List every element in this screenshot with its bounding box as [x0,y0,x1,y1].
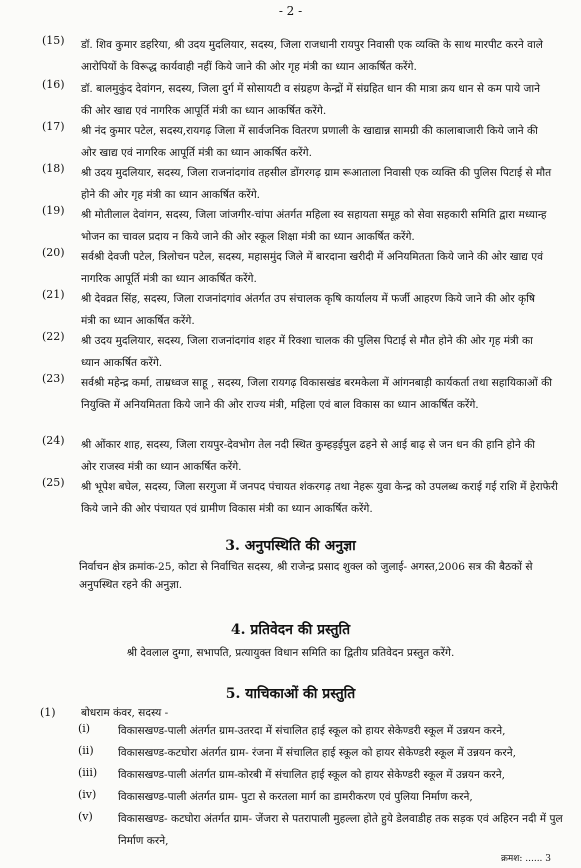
item-text: श्री उदय मुदलियार, सदस्य, जिला राजनांदगांव तहसील डोंगरगढ़ ग्राम रूआताला निवासी एक व्यक्ति की पुलिस पिटाई से मौत होने की ओर गृह मंत्री का ध्यान आकर्षित करेंगे. [81,167,552,201]
item-number: (25) [42,476,65,489]
subitem-number: (iv) [78,788,97,801]
subitem-text: विकासखण्ड-कटघोरा अंतर्गत ग्राम- रंजना में संचालित हाई स्कूल को हायर सेकेण्डरी स्कूल में उन्नयन करने, [118,747,517,759]
item-text: श्री देवव्रत सिंह, सदस्य, जिला राजनांदगांव अंतर्गत उप संचालक कृषि कार्यालय में फर्जी आहरण किये जाने की ओर कृषि मंत्री का ध्यान आकर्षित करेंगे. [81,293,536,327]
item-number: (20) [42,246,65,259]
subitem-text: विकासखण्ड-पाली अंतर्गत ग्राम- पुटा से करतला मार्ग का डामरीकरण एवं पुलिया निर्माण करने, [118,791,473,803]
section-4-heading: 4. प्रतिवेदन की प्रस्तुति [230,622,351,638]
item-number: (15) [42,34,65,47]
petition-number: (1) [40,706,56,719]
item-text: डॉ. शिव कुमार डहरिया, श्री उदय मुदलियार, सदस्य, जिला राजधानी रायपुर निवासी एक व्यक्ति के साथ मारपीट करने वाले आरोपियों के विरूद्ध कार्यवाही नहीं किये जाने की ओर गृह मंत्री का ध्यान आकर्षित करेंगे. [81,39,543,73]
subitem-number: (i) [78,722,91,735]
subitem-number: (iii) [78,766,98,779]
subitem-text: विकासखण्ड-पाली अंतर्गत ग्राम-उतरदा में संचालित हाई स्कूल को हायर सेकेण्डरी स्कूल में उन्नयन करने, [118,725,506,737]
item-text: श्री मोतीलाल देवांगन, सदस्य, जिला जांजगीर-चांपा अंतर्गत महिला स्व सहायता समूह को सेवा सहकारी समिति द्वारा मध्यान्ह भोजन का चावल प्रदाय न किये जाने की ओर स्कूल शिक्षा मंत्री का ध्यान आकर्षित करेंगे. [81,209,547,243]
item-number: (17) [42,120,65,133]
item-number: (24) [42,434,65,447]
section-3-text: निर्वाचन क्षेत्र क्रमांक-25, कोटा से निर्वाचित सदस्य, श्री राजेन्द्र प्रसाद शुक्ल को जुलाई- अगस्त,2006 सत्र की बैठकों से अनुपस्थित रहने की अनुज्ञा. [79,561,533,591]
continued-marker: क्रमश: ...... 3 [500,854,551,864]
section-3-heading: 3. अनुपस्थिति की अनुज्ञा [225,538,356,554]
item-text: सर्वश्री महेन्द्र कर्मा, ताम्रध्वज साहू , सदस्य, जिला रायगढ़ विकासखंड बरमकेला में आंगनबाड़ी कार्यकर्ता तथा सहायिकाओं की नियुक्ति में अनियमितता किये जाने की ओर राज्य मंत्री, महिला एवं बाल विकास का ध्यान आकर्षित करेंगे. [81,377,552,411]
item-text: सर्वश्री देवजी पटेल, त्रिलोचन पटेल, सदस्य, महासमुंद जिले में बारदाना खरीदी में अनियमितता किये जाने की ओर खाद्य एवं नागरिक आपूर्ति मंत्री का ध्यान आकर्षित करेंगे. [81,251,544,285]
item-number: (23) [42,372,65,385]
item-number: (18) [42,162,65,175]
item-text: श्री ओंकार शाह, सदस्य, जिला रायपुर-देवभोग तेल नदी स्थित कुम्हड़ईपुल ढहने से आई बाढ़ से जन धन की हानि होने की ओर राजस्व मंत्री का ध्यान आकर्षित करेंगे. [81,439,536,473]
item-number: (16) [42,78,65,91]
section-5-heading: 5. याचिकाओं की प्रस्तुति [225,686,356,702]
item-text: श्री भूपेश बघेल, सदस्य, जिला सरगुजा में जनपद पंचायत शंकरगढ़ तथा नेहरू युवा केन्द्र को उपलब्ध कराई गई राशि में हेराफेरी किये जाने की ओर पंचायत एवं ग्रामीण विकास मंत्री का ध्यान आकर्षित करेंगे. [81,481,558,515]
page-number: - 2 - [278,4,303,18]
item-number: (19) [42,204,65,217]
item-text: श्री उदय मुदलियार, सदस्य, जिला राजनांदगांव शहर में रिक्शा चालक की पुलिस पिटाई से मौत होने की ओर गृह मंत्री का ध्यान आकर्षित करेंगे. [81,335,533,369]
petitioner-name: बोधराम कंवर, सदस्य - [81,707,169,719]
subitem-text: विकासखण्ड- कटघोरा अंतर्गत ग्राम- जेंजरा से पतरापाली मुहल्ला होते हुये डेलवाडीह तक सड़क एवं अहिरन नदी में पुल निर्माण करने, [118,813,563,847]
item-number: (22) [42,330,65,343]
item-text: डॉ. बालमुकुंद देवांगन, सदस्य, जिला दुर्ग में सोसायटी व संग्रहण केन्द्रों में संग्रहित धान की मात्रा क्रय धान से कम पाये जाने की ओर खाद्य एवं नागरिक आपूर्ति मंत्री का ध्यान आकर्षित करेंगे. [81,83,541,117]
item-text: श्री नंद कुमार पटेल, सदस्य,रायगढ़ जिला में सार्वजनिक वितरण प्रणाली के खाद्यान्न सामग्री की कालाबाजारी किये जाने की ओर खाद्य एवं नागरिक आपूर्ति मंत्री का ध्यान आकर्षित करेंगे. [81,125,538,159]
subitem-number: (ii) [78,744,94,757]
section-4-text: श्री देवलाल दुग्गा, सभापति, प्रत्यायुक्त विधान समिति का द्वितीय प्रतिवेदन प्रस्तुत करेंगे. [126,647,455,659]
item-number: (21) [42,288,65,301]
subitem-text: विकासखण्ड-पाली अंतर्गत ग्राम-कोरबी में संचालित हाई स्कूल को हायर सेकेण्डरी स्कूल में उन्नयन करने, [118,769,505,781]
subitem-number: (v) [78,810,93,823]
